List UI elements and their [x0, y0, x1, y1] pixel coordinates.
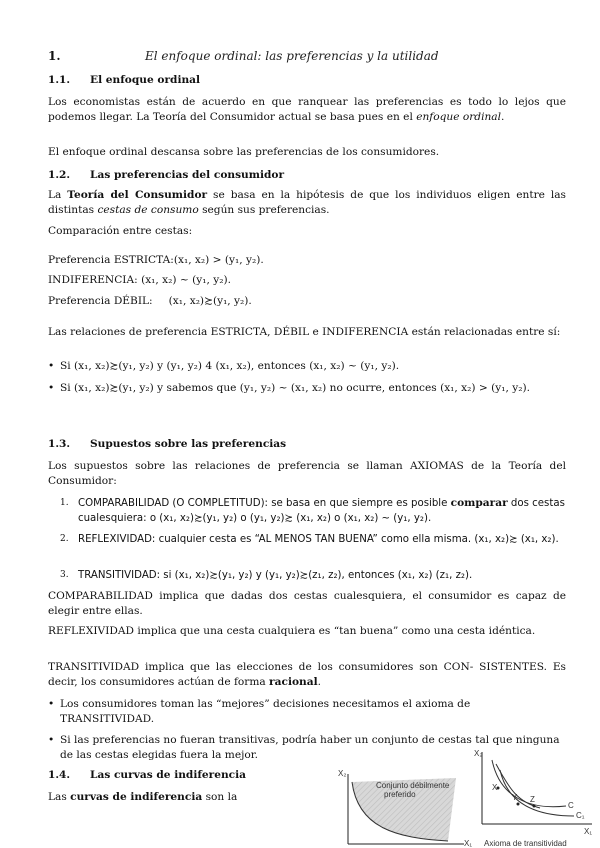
- figure-caption-line: preferido: [384, 790, 416, 799]
- bullet-icon: •: [48, 734, 55, 746]
- emphasis: cestas de consumo: [97, 204, 199, 216]
- axiom-number: 2.: [60, 534, 69, 544]
- text-run: .: [501, 111, 505, 123]
- point-y: [517, 803, 520, 806]
- text-run: son la: [202, 791, 238, 803]
- section-heading-1-1: [48, 73, 200, 88]
- bold-term: comparar: [450, 497, 508, 509]
- text-run: La: [48, 189, 68, 201]
- weak-label: Preferencia DÉBIL:: [48, 295, 153, 307]
- x-axis-label: X₁: [584, 827, 593, 836]
- y-axis-label: X₂: [474, 749, 483, 758]
- axiom-number: 1.: [60, 498, 69, 508]
- section-number: 1.2.: [48, 169, 71, 181]
- paragraph-reflexivity: REFLEXIVIDAD implica que una cesta cualquiera es “tan buena” como una cesta idéntica.: [48, 625, 536, 637]
- section-number: 1.3.: [48, 438, 71, 450]
- text-run: TRANSITIVIDAD implica que las elecciones de los consumidores son CON- SISTENTES. Es decir, los consumidores actúan de forma: [48, 661, 566, 688]
- text-run: dos cestas cualesquiera: o (x₁, x₂)≿(y₁, y₂) o (y₁, y₂)≿ (x₁, x₂) o (x₁, x₂) ~ (y₁, y₂).: [78, 498, 565, 524]
- document-title: [48, 49, 566, 67]
- paragraph-consumer-theory: [48, 188, 566, 218]
- axiom-text: REFLEXIVIDAD: cualquier cesta es “AL MENOS TAN BUENA” como ella misma. (x₁, x₂)≿ (x₁, x₂).: [78, 534, 559, 545]
- indifference: INDIFERENCIA: (x₁, x₂) ~ (y₁, y₂).: [48, 274, 231, 286]
- paragraph-ordinal-rests: El enfoque ordinal descansa sobre las preferencias de los consumidores.: [48, 146, 440, 158]
- section-heading-1-4: [48, 768, 246, 783]
- section-title: Las preferencias del consumidor: [90, 169, 285, 181]
- axiom-text: [78, 496, 566, 526]
- paragraph-relations: Las relaciones de preferencia ESTRICTA, DÉBIL e INDIFERENCIA están relacionadas entre sí:: [48, 326, 561, 338]
- title-text: El enfoque ordinal: las preferencias y la utilidad: [145, 49, 439, 63]
- section-number: 1.4.: [48, 769, 71, 781]
- paragraph-comparability: COMPARABILIDAD implica que dadas dos cestas cualesquiera, el consumidor es capaz de elegir entre ellas.: [48, 590, 566, 617]
- section-heading-1-3: [48, 437, 286, 452]
- list-item-text: Si (x₁, x₂)≿(y₁, y₂) y (y₁, y₂) 4 (x₁, x₂), entonces (x₁, x₂) ~ (y₁, y₂).: [60, 360, 400, 372]
- text-run: se basa en la hipótesis de que los individuos eligen entre las distintas: [48, 189, 566, 216]
- section-title: Las curvas de indiferencia: [90, 769, 247, 781]
- weak-preference: [48, 294, 566, 309]
- paragraph-axioms-intro: Los supuestos sobre las relaciones de preferencia se llaman AXIOMAS de la Teoría del Consumidor:: [48, 460, 566, 487]
- text-run: Las: [48, 791, 71, 803]
- weak-expression: (x₁, x₂)≿(y₁, y₂).: [168, 295, 252, 307]
- point-label-x: X: [492, 783, 498, 792]
- list-item-text: Si (x₁, x₂)≿(y₁, y₂) y sabemos que (y₁, y₂) ~ (x₁, x₂) no ocurre, entonces (x₁, x₂) > (y₁, y₂).: [60, 382, 530, 394]
- emphasis: enfoque ordinal: [416, 111, 501, 123]
- bold-term: racional: [269, 676, 318, 688]
- paragraph-transitivity: [48, 660, 566, 690]
- figure-caption: Axioma de transitividad: [484, 839, 567, 848]
- paragraph-comparison: Comparación entre cestas:: [48, 225, 193, 237]
- strict-preference: Preferencia ESTRICTA:(x₁, x₂) > (y₁, y₂).: [48, 254, 264, 266]
- text-run: según sus preferencias.: [198, 204, 330, 216]
- section-heading-1-2: [48, 168, 284, 183]
- bullet-icon: •: [48, 698, 55, 710]
- y-axis-label: X₂: [338, 769, 347, 778]
- text-run: Los economistas están de acuerdo en que ranquear las preferencias es todo lo lejos que podemos llegar. La Teoría del Consumidor actual se basa pues en el: [48, 96, 566, 123]
- list-item-text: Los consumidores toman las “mejores” decisiones necesitamos el axioma de TRANSITIVIDAD.: [60, 698, 471, 725]
- section-title: Supuestos sobre las preferencias: [90, 438, 287, 450]
- curve-label-c: C: [568, 801, 574, 810]
- figure-caption-line: Conjunto débilmente: [376, 781, 450, 790]
- axiom-text: TRANSITIVIDAD: si (x₁, x₂)≿(y₁, y₂) y (y₁, y₂)≿(z₁, z₂), entonces (x₁, x₂) (z₁, z₂).: [78, 570, 473, 581]
- x-axis-label: X₁: [464, 839, 473, 848]
- point-label-z: Z: [530, 795, 535, 804]
- figure-transitivity-axiom: [470, 748, 598, 848]
- bold-term: Teoría del Consumidor: [67, 189, 208, 201]
- figure-weakly-preferred-set: [336, 768, 476, 848]
- section-title: El enfoque ordinal: [90, 74, 201, 86]
- list-item-text: Si las preferencias no fueran transitivas, podría haber un conjunto de cestas tal que ninguna de las cestas elegidas fuera la mejor.: [60, 734, 560, 761]
- title-number: 1.: [48, 49, 61, 63]
- point-label-y: Y: [512, 793, 518, 802]
- bullet-icon: •: [48, 382, 55, 394]
- paragraph-indifference-curves: [48, 790, 288, 805]
- bold-term: curvas de indiferencia: [70, 791, 203, 803]
- axiom-number: 3.: [60, 570, 69, 580]
- curve-c: [492, 760, 566, 807]
- point-z: [533, 805, 536, 808]
- bullet-icon: •: [48, 360, 55, 372]
- curve-label-c1: C₁: [576, 811, 585, 820]
- paragraph-ordinal-approach: [48, 95, 566, 125]
- text-run: .: [317, 676, 321, 688]
- section-number: 1.1.: [48, 74, 71, 86]
- text-run: COMPARABILIDAD (O COMPLETITUD): se basa en que siempre es posible: [78, 498, 451, 509]
